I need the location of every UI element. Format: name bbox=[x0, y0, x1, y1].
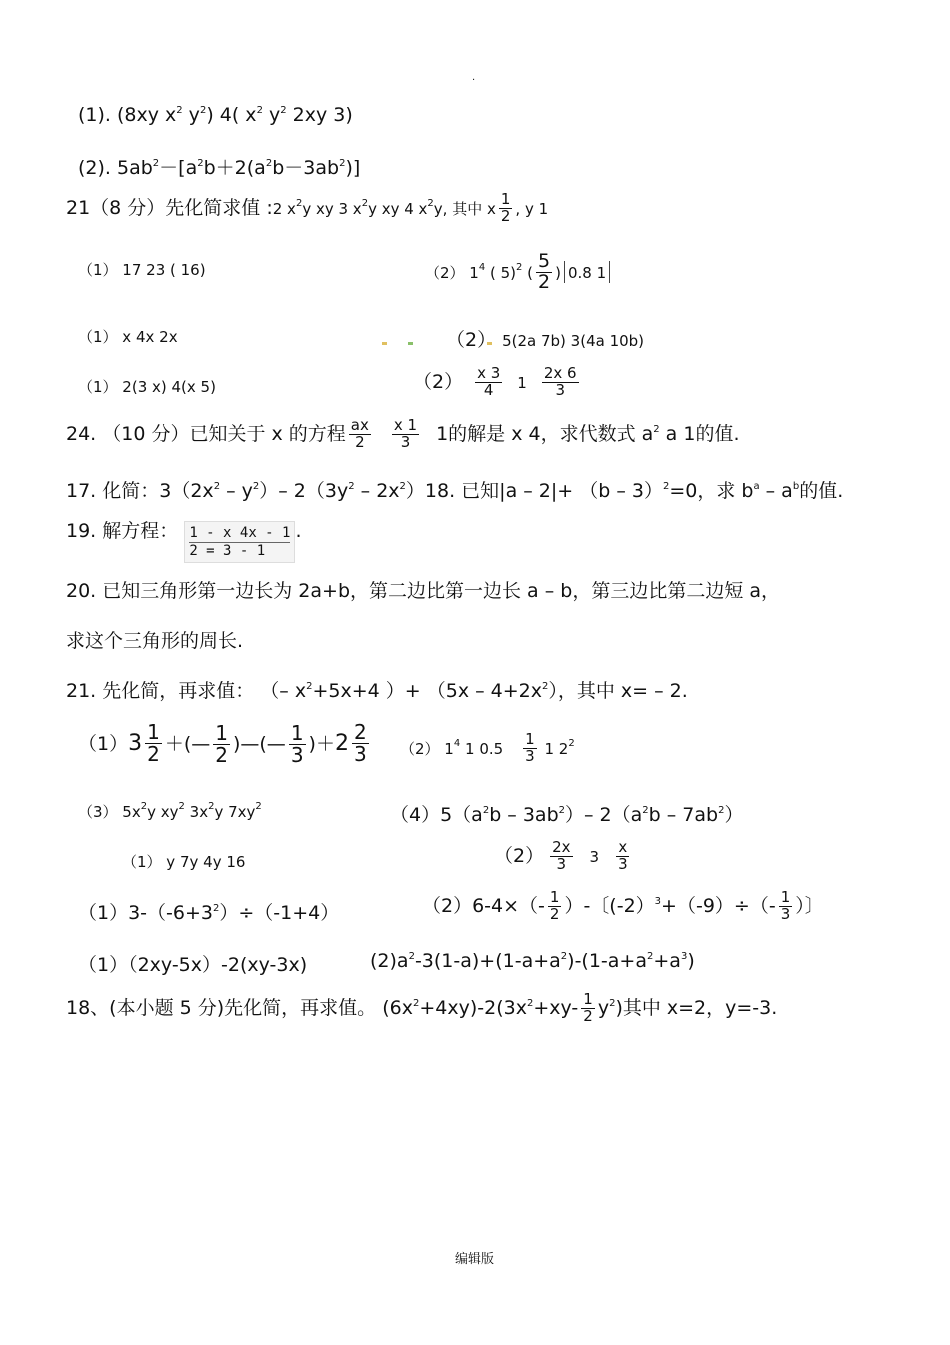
problem-solve-a bbox=[78, 375, 216, 397]
superscript: 2 bbox=[647, 951, 654, 962]
stray-mark bbox=[408, 342, 413, 345]
text: 3x bbox=[184, 803, 209, 821]
fraction bbox=[352, 722, 369, 765]
superscript: 2 bbox=[252, 481, 260, 492]
text: （3） 5x bbox=[78, 803, 141, 821]
superscript: 2 bbox=[213, 903, 220, 914]
text: ），其中 x= – 2. bbox=[548, 680, 688, 702]
superscript: 2 bbox=[718, 805, 725, 816]
superscript: 4 bbox=[478, 261, 486, 273]
text: +xy- bbox=[533, 996, 579, 1019]
text: ）18. 已知|a – 2|+ （b – 3） bbox=[405, 480, 663, 502]
numerator: 2x bbox=[552, 838, 571, 856]
text: y, 其中 x bbox=[433, 199, 496, 218]
denominator: 2 bbox=[147, 742, 160, 766]
fraction bbox=[548, 890, 562, 923]
fraction bbox=[581, 992, 595, 1025]
equation-image bbox=[184, 521, 295, 563]
problem-17-a bbox=[78, 950, 307, 977]
text: （2） bbox=[446, 329, 497, 351]
text: ( 5) bbox=[485, 263, 517, 282]
fraction bbox=[550, 840, 572, 873]
numerator: 1 bbox=[215, 721, 228, 745]
problem-14-b bbox=[390, 800, 744, 827]
text: )] bbox=[345, 157, 361, 179]
whole: 2 bbox=[334, 731, 349, 756]
numerator: 1 bbox=[549, 888, 560, 906]
text: y bbox=[262, 104, 281, 126]
denominator: 3 bbox=[556, 854, 567, 873]
denominator: 3 bbox=[290, 743, 304, 767]
text: )＋ bbox=[308, 733, 335, 755]
text: （2） 1 bbox=[425, 263, 479, 282]
denominator: 2 bbox=[500, 206, 511, 225]
superscript: 2 bbox=[295, 197, 303, 209]
problem-15-b bbox=[494, 840, 633, 873]
page-footer: 编辑版 bbox=[455, 1252, 495, 1267]
text: ）÷（-1+4） bbox=[219, 902, 340, 924]
problem-1-1 bbox=[78, 104, 353, 126]
denominator: 2 bbox=[583, 1006, 593, 1025]
text: – y bbox=[220, 480, 253, 502]
abs-bar bbox=[564, 261, 565, 283]
text: 0.8 1 bbox=[567, 263, 607, 282]
superscript: 4 bbox=[453, 737, 461, 749]
denominator: 3 bbox=[618, 854, 628, 873]
superscript: 2 bbox=[609, 997, 616, 1009]
text: =0，求 b bbox=[669, 480, 754, 502]
fraction bbox=[289, 723, 306, 766]
text: a 1的值. bbox=[659, 422, 740, 445]
text: ( bbox=[522, 263, 534, 282]
superscript: 2 bbox=[482, 805, 490, 816]
superscript: 2 bbox=[208, 801, 215, 812]
text: y 7xy bbox=[214, 803, 256, 821]
text: 2xy 3) bbox=[286, 104, 353, 126]
numerator: x 1 bbox=[393, 416, 418, 434]
denominator: 3 bbox=[400, 432, 411, 451]
text: . bbox=[295, 520, 302, 542]
denominator: 4 bbox=[483, 380, 494, 399]
denominator: 2 bbox=[355, 432, 365, 451]
denominator: 2 bbox=[215, 743, 228, 767]
superscript: 2 bbox=[306, 681, 313, 692]
abs-bar bbox=[609, 261, 610, 283]
denominator: 3 bbox=[780, 904, 791, 923]
text: 21（8 分）先化简求值 : bbox=[66, 196, 273, 219]
numerator: 1 bbox=[780, 888, 791, 906]
superscript: 2 bbox=[213, 481, 221, 492]
superscript: 2 bbox=[348, 481, 355, 492]
text: 5(2a 7b) 3(4a 10b) bbox=[502, 332, 645, 350]
text: +a bbox=[653, 950, 681, 972]
text: ) bbox=[555, 263, 561, 282]
text: 18、(本小题 5 分)先化简，再求值。 (6x bbox=[66, 996, 413, 1019]
text: （1） y 7y 4y 16 bbox=[122, 853, 246, 871]
stray-mark bbox=[382, 342, 387, 345]
problem-combine-b bbox=[446, 325, 644, 352]
superscript: 2 bbox=[140, 801, 148, 812]
superscript: 2 bbox=[361, 197, 369, 209]
text: 20. 已知三角形第一边长为 2a+b，第二边比第一边长 a – b，第三边比第二边短 a， bbox=[66, 580, 781, 602]
problem-20 bbox=[66, 576, 780, 603]
denominator: 2 bbox=[538, 270, 551, 293]
fraction bbox=[616, 840, 630, 873]
mixed-number bbox=[128, 722, 165, 765]
problem-combine-a bbox=[78, 325, 178, 347]
equation-bottom: 2 = 3 - 1 bbox=[189, 542, 266, 559]
text: 的值. bbox=[799, 480, 844, 502]
text: ）〕 bbox=[795, 894, 824, 917]
text: – a bbox=[759, 480, 793, 502]
text: y xy 3 x bbox=[302, 199, 362, 218]
superscript: 2 bbox=[642, 805, 649, 816]
text: y bbox=[182, 104, 200, 126]
superscript: 2 bbox=[178, 801, 185, 812]
numerator: ax bbox=[350, 416, 369, 434]
denominator: 3 bbox=[525, 746, 535, 765]
problem-solve-b bbox=[413, 366, 582, 399]
problem-14-a bbox=[78, 800, 262, 822]
numerator: 2x 6 bbox=[543, 364, 577, 382]
text: y bbox=[597, 996, 610, 1019]
superscript: 2 bbox=[516, 261, 523, 273]
superscript: 2 bbox=[662, 481, 670, 492]
problem-24 bbox=[66, 418, 740, 451]
text: （1） x 4x 2x bbox=[78, 328, 178, 346]
text: )-(1-a+a bbox=[567, 950, 647, 972]
superscript: 2 bbox=[560, 951, 568, 962]
problem-18-final bbox=[66, 992, 777, 1025]
numerator: 1 bbox=[500, 190, 511, 208]
text: 求这个三角形的周长. bbox=[66, 630, 244, 652]
text: （2） 1 bbox=[400, 739, 454, 758]
fraction bbox=[499, 192, 513, 225]
text: 1的解是 x 4，求代数式 a bbox=[436, 422, 654, 445]
numerator: 2 bbox=[353, 720, 367, 744]
numerator: 1 bbox=[583, 990, 593, 1008]
problem-calc-b bbox=[425, 252, 613, 293]
superscript: 2 bbox=[399, 481, 406, 492]
superscript: 2 bbox=[568, 737, 575, 749]
superscript: 2 bbox=[541, 681, 549, 692]
fraction bbox=[542, 366, 579, 399]
text: ）– 2（3y bbox=[259, 480, 349, 502]
text: b – 7ab bbox=[648, 804, 719, 826]
text: +（-9）÷（- bbox=[661, 894, 776, 917]
problem-19 bbox=[66, 516, 302, 563]
superscript: 2 bbox=[265, 158, 273, 169]
text: ） bbox=[724, 804, 744, 826]
header-mark: . bbox=[472, 72, 476, 83]
text: b＋2(a bbox=[203, 157, 266, 179]
text: , y 1 bbox=[515, 199, 549, 218]
problem-15-a bbox=[122, 850, 245, 872]
superscript: 2 bbox=[526, 997, 534, 1009]
text: 24. （10 分）已知关于 x 的方程 bbox=[66, 422, 346, 445]
text: – 2x bbox=[354, 480, 400, 502]
problem-17-b bbox=[370, 950, 695, 972]
numerator: 1 bbox=[525, 730, 535, 748]
text: (2)a bbox=[370, 950, 409, 972]
problem-mixed-a bbox=[78, 722, 372, 766]
text: －[a bbox=[159, 157, 198, 179]
text: ）-〔(-2） bbox=[564, 894, 655, 917]
superscript: 2 bbox=[558, 805, 566, 816]
text: ＋(— bbox=[164, 733, 211, 755]
superscript: 2 bbox=[176, 105, 183, 116]
text: 1 2 bbox=[539, 739, 569, 758]
fraction bbox=[213, 723, 230, 766]
text: （1）3-（-6+3 bbox=[78, 902, 213, 924]
superscript: 2 bbox=[653, 423, 660, 435]
text: ) 4( x bbox=[206, 104, 257, 126]
numerator: 1 bbox=[147, 720, 160, 744]
superscript: 2 bbox=[412, 997, 420, 1009]
superscript: 3 bbox=[654, 895, 662, 907]
superscript: 3 bbox=[680, 951, 688, 962]
text: （4）5（a bbox=[390, 804, 483, 826]
problem-17-18 bbox=[66, 476, 843, 503]
numerator: 1 bbox=[290, 721, 304, 745]
fraction bbox=[475, 366, 502, 399]
fraction bbox=[536, 252, 552, 293]
text: （2） bbox=[494, 844, 545, 867]
text: （1） 2(3 x) 4(x 5) bbox=[78, 378, 216, 396]
problem-16-b bbox=[422, 890, 824, 923]
text: （2）6-4×（- bbox=[422, 894, 545, 917]
superscript: 2 bbox=[152, 158, 160, 169]
fraction bbox=[523, 732, 537, 765]
superscript: b bbox=[792, 481, 800, 492]
text: ）– 2（a bbox=[565, 804, 643, 826]
text: -3(1-a)+(1-a+a bbox=[414, 950, 561, 972]
text: 1 0.5 bbox=[460, 739, 504, 758]
problem-20-cont bbox=[66, 626, 243, 653]
denominator: 2 bbox=[549, 904, 560, 923]
fraction bbox=[392, 418, 419, 451]
problem-16-a bbox=[78, 898, 339, 925]
denominator: 3 bbox=[555, 380, 565, 399]
superscript: 2 bbox=[197, 158, 204, 169]
mixed-number bbox=[335, 722, 372, 765]
superscript: 2 bbox=[255, 801, 262, 812]
text: )其中 x=2，y=-3. bbox=[615, 996, 778, 1019]
fraction bbox=[779, 890, 793, 923]
text: 17. 化简：3（2x bbox=[66, 480, 214, 502]
problem-21-eval bbox=[66, 676, 688, 703]
text: b – 3ab bbox=[489, 804, 559, 826]
superscript: 2 bbox=[408, 951, 415, 962]
problem-21-simplify bbox=[66, 192, 548, 225]
superscript: 2 bbox=[280, 105, 287, 116]
text: (1). (8xy x bbox=[78, 104, 177, 126]
text: y xy bbox=[147, 803, 179, 821]
problem-1-2 bbox=[78, 153, 360, 180]
fraction bbox=[145, 722, 162, 765]
denominator: 3 bbox=[353, 742, 367, 766]
numerator: 5 bbox=[538, 250, 551, 272]
numerator: x 3 bbox=[477, 364, 501, 382]
superscript: 2 bbox=[339, 158, 346, 169]
superscript: 2 bbox=[199, 105, 207, 116]
whole: 3 bbox=[128, 731, 143, 756]
text: 3 bbox=[589, 847, 600, 866]
numerator: x bbox=[618, 838, 628, 856]
text: )—(— bbox=[232, 733, 286, 755]
fraction bbox=[349, 418, 371, 451]
text: （1） bbox=[78, 733, 129, 755]
text: (2). 5ab bbox=[78, 157, 153, 179]
text: （2） bbox=[413, 370, 464, 393]
equation-top: 1 - x 4x - 1 bbox=[189, 525, 291, 541]
text: 1 bbox=[517, 373, 527, 392]
text: +4xy)-2(3x bbox=[419, 996, 527, 1019]
text: （1）（2xy-5x）-2(xy-3x) bbox=[78, 954, 308, 976]
problem-calc-a bbox=[78, 258, 206, 280]
text: b－3ab bbox=[272, 157, 340, 179]
text: +5x+4 ）+ （5x – 4+2x bbox=[312, 680, 542, 702]
superscript: 2 bbox=[427, 197, 434, 209]
text: （1） 17 23 ( 16) bbox=[78, 261, 206, 279]
problem-mixed-b bbox=[400, 732, 575, 765]
text: ) bbox=[687, 950, 695, 972]
superscript: 2 bbox=[256, 105, 263, 116]
text: 19. 解方程： bbox=[66, 520, 179, 542]
text: 21. 先化简，再求值： （– x bbox=[66, 680, 307, 702]
text: y xy 4 x bbox=[368, 199, 428, 218]
text: 2 x bbox=[272, 199, 296, 218]
superscript: a bbox=[753, 481, 760, 492]
